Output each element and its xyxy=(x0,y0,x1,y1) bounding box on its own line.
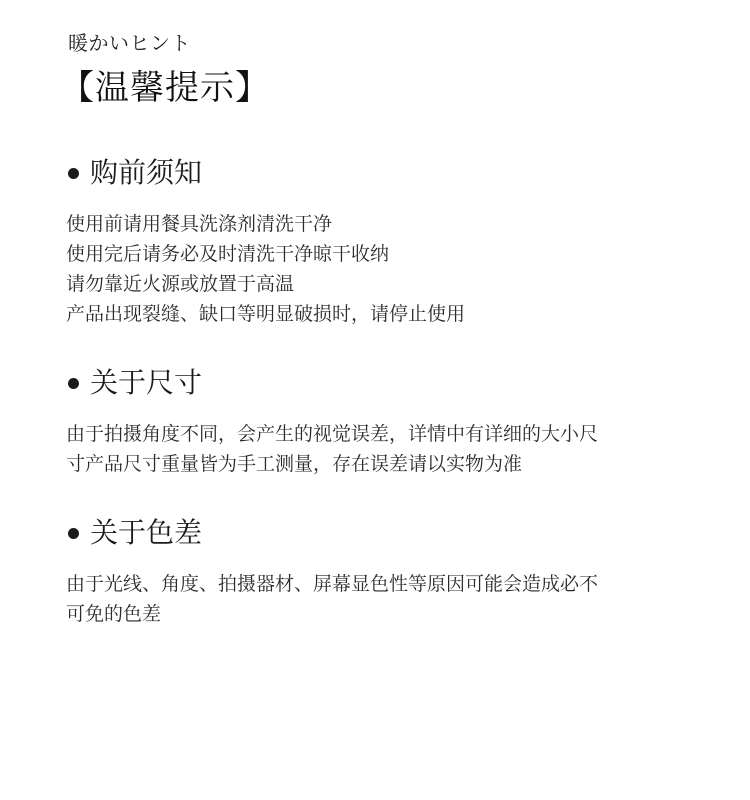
body-line: 请勿靠近火源或放置于高温 xyxy=(66,273,295,295)
section-heading xyxy=(66,365,706,401)
body-line: 产品出现裂缝、缺口等明显破损时，请停止使用 xyxy=(66,303,466,325)
bullet-dot-icon xyxy=(68,378,79,389)
page-title: 【温馨提示】 xyxy=(60,68,270,108)
section-about-color xyxy=(66,515,706,629)
bullet-dot-icon xyxy=(68,528,79,539)
bullet-dot-icon xyxy=(68,168,79,179)
body-line: 使用完后请务必及时清洗干净晾干收纳 xyxy=(66,243,390,265)
body-line: 使用前请用餐具洗涤剂清洗干净 xyxy=(66,213,333,235)
section-body xyxy=(66,209,706,329)
section-body xyxy=(66,569,706,629)
section-heading xyxy=(66,155,706,191)
section-about-size xyxy=(66,365,706,479)
section-heading xyxy=(66,515,706,551)
body-line: 由于光线、角度、拍摄器材、屏幕显色性等原因可能会造成必不 xyxy=(66,573,599,595)
section-body xyxy=(66,419,706,479)
body-line: 由于拍摄角度不同，会产生的视觉误差，详情中有详细的大小尺 xyxy=(66,423,599,445)
section-purchase-notes xyxy=(66,155,706,329)
japanese-subtitle: 暖かいヒント xyxy=(68,31,191,55)
section-heading-label: 购前须知 xyxy=(90,156,203,189)
body-line: 可免的色差 xyxy=(66,603,162,625)
section-heading-label: 关于色差 xyxy=(90,516,203,549)
body-line: 寸产品尺寸重量皆为手工测量，存在误差请以实物为准 xyxy=(66,453,523,475)
section-heading-label: 关于尺寸 xyxy=(90,366,203,399)
